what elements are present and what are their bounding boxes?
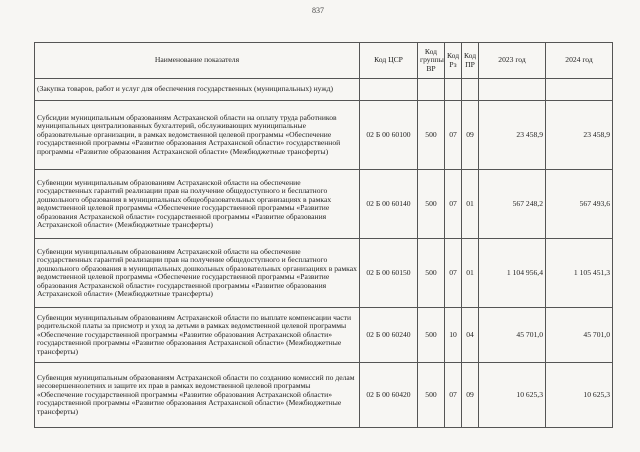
row-vr: 500	[418, 308, 445, 363]
row-vr: 500	[418, 239, 445, 308]
row-name: Субвенции муниципальным образованиям Астраханской области по выплате компенсации части родительской платы за присмотр и уход за детьми в рамках ведомственной целевой программы «Обеспечение государственной программы «Развитие образования Астраханской области» государственной программы «Развитие образования Астраханской области» (Межбюджетные трансферты)	[35, 308, 360, 363]
row-rz: 07	[445, 239, 462, 308]
header-name: Наименование показателя	[35, 43, 360, 79]
row-pr: 01	[462, 239, 479, 308]
row-2024: 567 493,6	[546, 170, 613, 239]
row-csr: 02 Б 00 60140	[360, 170, 418, 239]
row-name: Субвенции муниципальным образованиям Астраханской области на обеспечение государственных гарантий реализации прав на получение общедоступного и бесплатного дошкольного образования в муниципальных общеобразовательных организациях в рамках ведомственной целевой программы «Обеспечение государственной программы «Развитие образования Астраханской области» государственной программы «Развитие образования Астраханской области» (Межбюджетные трансферты)	[35, 170, 360, 239]
row-2024	[546, 79, 613, 101]
header-vr: Код группы ВР	[418, 43, 445, 79]
row-csr: 02 Б 00 60420	[360, 363, 418, 428]
row-rz: 07	[445, 170, 462, 239]
row-rz	[445, 79, 462, 101]
row-pr: 09	[462, 363, 479, 428]
table-row	[35, 239, 613, 308]
row-pr: 09	[462, 101, 479, 170]
row-2023: 567 248,2	[479, 170, 546, 239]
row-csr: 02 Б 00 60240	[360, 308, 418, 363]
row-2024: 23 458,9	[546, 101, 613, 170]
row-name: Субвенция муниципальным образованиям Астраханской области по созданию комиссий по делам несовершеннолетних и защите их прав в рамках ведомственной целевой программы «Обеспечение государственной программы «Развитие образования Астраханской области» государственной программы «Развитие образования Астраханской области» (Межбюджетные трансферты)	[35, 363, 360, 428]
header-row	[35, 43, 613, 79]
row-name: Субвенции муниципальным образованиям Астраханской области на обеспечение государственных гарантий реализации прав на получение общедоступного и бесплатного дошкольного образования в муниципальных дошкольных образовательных организациях в рамках ведомственной целевой программы «Обеспечение государственной программы «Развитие образования Астраханской области» государственной программы «Развитие образования Астраханской области» (Межбюджетные трансферты)	[35, 239, 360, 308]
row-csr: 02 Б 00 60100	[360, 101, 418, 170]
row-rz: 10	[445, 308, 462, 363]
row-rz: 07	[445, 101, 462, 170]
row-vr: 500	[418, 170, 445, 239]
row-rz: 07	[445, 363, 462, 428]
row-name: Субсидии муниципальным образованиям Астраханской области на оплату труда работников муниципальных централизованных бухгалтерий, обслуживающих муниципальные образовательные организации, в рамках ведомственной целевой программы «Обеспечение государственной программы «Развитие образования Астраханской области» государственной программы «Развитие образования Астраханской области» (Межбюджетные трансферты)	[35, 101, 360, 170]
header-pr: Код ПР	[462, 43, 479, 79]
row-vr	[418, 79, 445, 101]
row-2024: 45 701,0	[546, 308, 613, 363]
row-pr: 01	[462, 170, 479, 239]
header-2023: 2023 год	[479, 43, 546, 79]
row-csr: 02 Б 00 60150	[360, 239, 418, 308]
row-2023: 45 701,0	[479, 308, 546, 363]
header-csr: Код ЦСР	[360, 43, 418, 79]
table-row	[35, 79, 613, 101]
table-row	[35, 363, 613, 428]
row-2024: 1 105 451,3	[546, 239, 613, 308]
row-vr: 500	[418, 101, 445, 170]
table-row	[35, 170, 613, 239]
row-name: (Закупка товаров, работ и услуг для обеспечения государственных (муниципальных) нужд)	[35, 79, 360, 101]
header-2024: 2024 год	[546, 43, 613, 79]
row-pr: 04	[462, 308, 479, 363]
row-2023: 10 625,3	[479, 363, 546, 428]
row-2023: 23 458,9	[479, 101, 546, 170]
budget-table	[34, 42, 613, 428]
row-csr	[360, 79, 418, 101]
row-2024: 10 625,3	[546, 363, 613, 428]
header-rz: Код Рз	[445, 43, 462, 79]
page-number: 837	[312, 6, 324, 15]
table-row	[35, 308, 613, 363]
row-2023: 1 104 956,4	[479, 239, 546, 308]
row-pr	[462, 79, 479, 101]
row-2023	[479, 79, 546, 101]
row-vr: 500	[418, 363, 445, 428]
table-row	[35, 101, 613, 170]
